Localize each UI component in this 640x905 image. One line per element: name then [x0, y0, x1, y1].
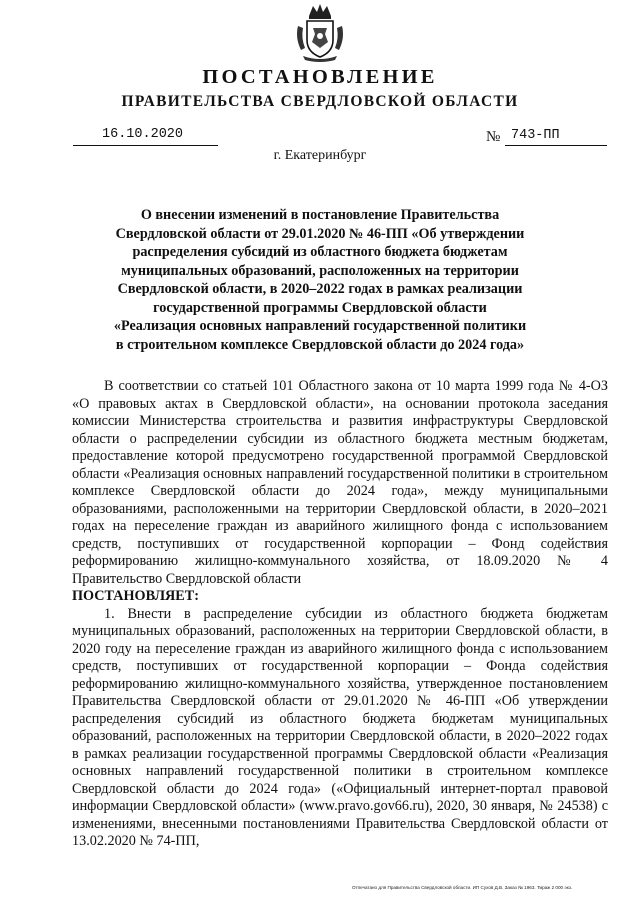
- heading-line: в строительном комплексе Свердловской области до 2024 года»: [115, 336, 525, 353]
- document-date: 16.10.2020: [102, 127, 184, 142]
- preamble-paragraph: В соответствии со статьей 101 Областного закона от 10 марта 1999 года № 4-ОЗ «О правовых актах в Свердловской области», на основании протокола заседания комиссии Министерства строительства и развития инфраструктуры Свердловской области о распределении субсидии из областного бюджета местным бюджетам, предоставление которой предусмотрено государственной программой Свердловской области «Реализация основных направлений государственной политики в строительном комплексе Свердловской области до 2024 года», между муниципальными образованиями, расположенными на территории Свердловской области, в 2020–2021 годах на переселение граждан из аварийного жилищного фонда с использованием средств, поступивших от государственной корпорации – Фонд содействия реформированию жилищно-коммунального хозяйства, от 18.09.2020 № 4 Правительство Свердловской области: [72, 378, 608, 587]
- decree-word: ПОСТАНОВЛЯЕТ:: [72, 588, 199, 604]
- heading-line: «Реализация основных направлений государственной политики: [113, 318, 527, 334]
- clause-1-paragraph: 1. Внести в распределение субсидии из областного бюджета бюджетам муниципальных образований, расположенных на территории Свердловской области, в 2020 году на переселение граждан из аварийного жилищного фонда с использованием средств, поступивших от государственной корпорации – Фонда содействия реформированию жилищно-коммунального хозяйства, утвержденное постановлением Правительства Свердловской области от 29.01.2020 № 46-ПП «Об утверждении распределения субсидий из областного бюджета бюджетам муниципальных образований, расположенных на территории Свердловской области, в 2020–2022 годах в рамках реализации государственной программы Свердловской области «Реализация основных направлений государственной политики в строительном комплексе Свердловской области до 2024 года» («Официальный интернет-портал правовой информации Свердловской области» (www.pravo.gov66.ru), 2020, 30 января, № 24538) с изменениями, внесенными постановлениями Правительства Свердловской области от 13.02.2020 № 74-ПП,: [72, 605, 608, 849]
- number-underline: [505, 145, 607, 146]
- document-type-title: ПОСТАНОВЛЕНИЕ: [202, 66, 438, 88]
- heading-line: О внесении изменений в постановление Правительства: [140, 207, 500, 223]
- coat-of-arms-icon: [295, 4, 345, 62]
- issuer-title: ПРАВИТЕЛЬСТВА СВЕРДЛОВСКОЙ ОБЛАСТИ: [121, 93, 519, 110]
- heading-line: государственной программы Свердловской области: [153, 299, 487, 316]
- heading-line: Свердловской области от 29.01.2020 № 46-ПП «Об утверждении: [115, 225, 525, 242]
- date-underline: [73, 145, 218, 146]
- number-sign: №: [486, 129, 501, 145]
- document-heading: [60, 206, 580, 354]
- heading-line: распределения субсидий из областного бюджета бюджетам: [132, 244, 508, 260]
- document-body: [72, 378, 608, 851]
- heading-line: Свердловской области, в 2020–2022 годах в рамках реализации: [117, 281, 523, 297]
- print-imprint: Отпечатано для Правительства Свердловской области. ИП Сухов Д.В. Заказ № 1963. Тираж 2 000 экз.: [352, 885, 573, 890]
- document-city: г. Екатеринбург: [273, 148, 367, 163]
- heading-line: муниципальных образований, расположенных на территории: [121, 262, 519, 279]
- document-number: 743-ПП: [511, 128, 560, 143]
